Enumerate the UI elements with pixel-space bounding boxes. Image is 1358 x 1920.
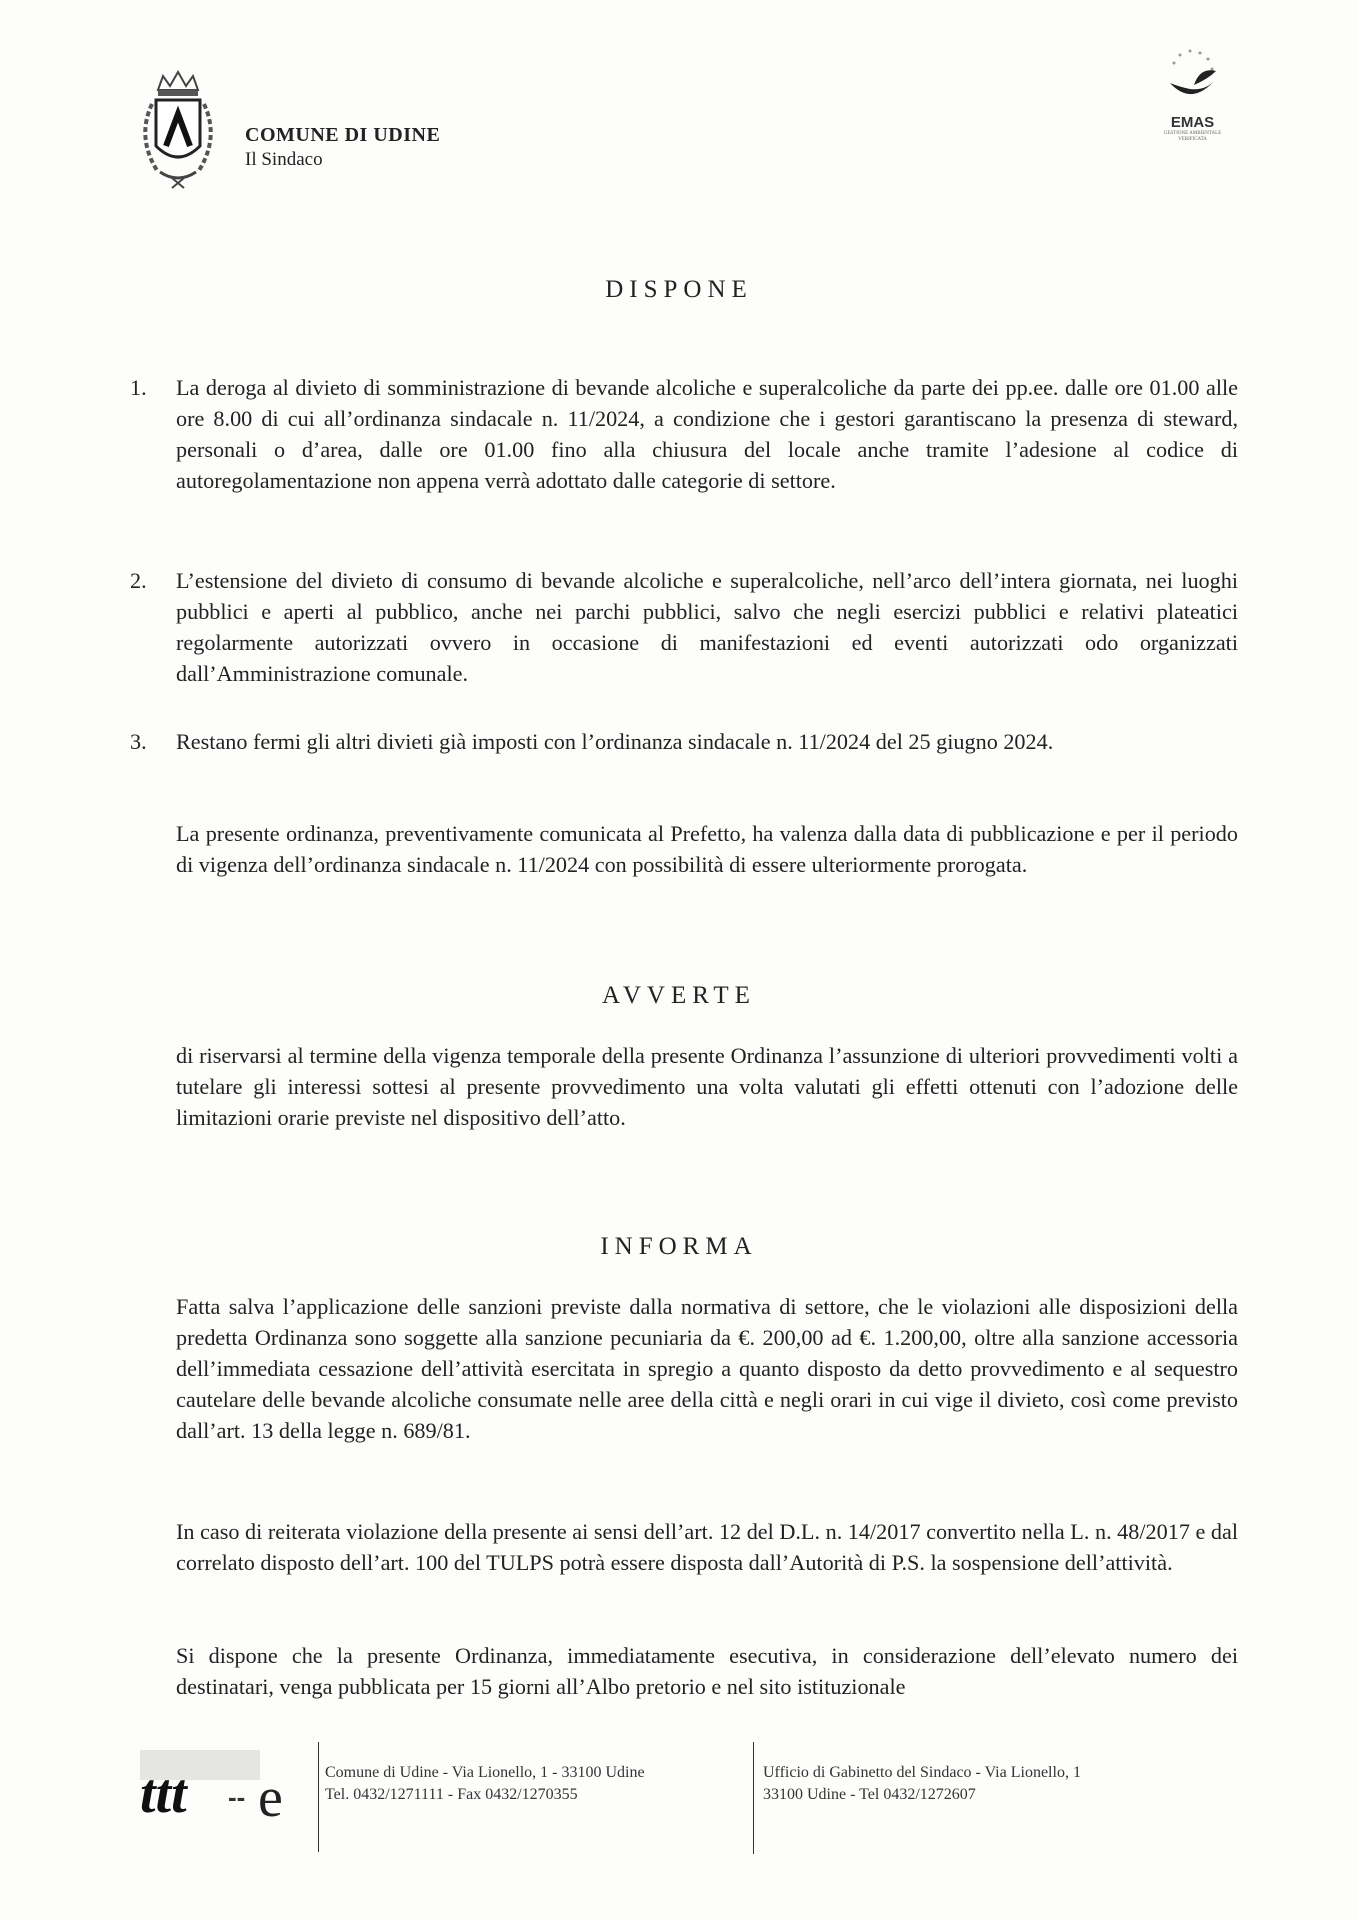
city-logo	[140, 1750, 305, 1825]
validity-paragraph: La presente ordinanza, preventivamente comunicata al Prefetto, ha valenza dalla data di pubblicazione e per il periodo di vigenza dell’ordinanza sindacale n. 11/2024 con possibilità di essere ulteriormente prorogata.	[176, 821, 1238, 877]
heading-informa: INFORMA	[600, 1233, 758, 1260]
heading-avverte: AVVERTE	[602, 982, 756, 1009]
emas-logo	[1150, 45, 1235, 155]
informa-paragraph-3: Si dispone che la presente Ordinanza, immediatamente esecutiva, in considerazione dell’elevato numero dei destinatari, venga pubblicata per 15 giorni all’Albo pretorio e nel sito istituzionale	[176, 1643, 1238, 1699]
org-role: Il Sindaco	[245, 149, 323, 170]
item-number: 1.	[130, 375, 147, 400]
footer-office	[763, 1762, 1081, 1806]
item-number: 3.	[130, 729, 147, 754]
footer-divider	[318, 1742, 319, 1852]
footer-address-line2: Tel. 0432/1271111 - Fax 0432/1270355	[325, 1786, 578, 1803]
emas-leaf-icon	[1150, 45, 1235, 107]
dispone-item-1: La deroga al divieto di somministrazione di bevande alcoliche e superalcoliche da parte dei pp.ee. dalle ore 01.00 alle ore 8.00 di cui all’ordinanza sindacale n. 11/2024, a condizione che i gestori garantiscano la presenza di steward, personali o d’area, dalle ore 01.00 fino alla chiusura del locale anche tramite l’adesione al codice di autoregolamentazione non appena verrà adottato dalle categorie di settore.	[176, 375, 1238, 493]
heading-dispone: DISPONE	[605, 276, 753, 303]
coat-of-arms-logo	[128, 68, 228, 198]
svg-text:ttt: ttt	[140, 1763, 187, 1825]
footer-office-line2: 33100 Udine - Tel 0432/1272607	[763, 1786, 976, 1803]
dispone-item-2: L’estensione del divieto di consumo di bevande alcoliche e superalcoliche, nell’arco dell’intera giornata, nei luoghi pubblici e aperti al pubblico, anche nei parchi pubblici, salvo che negli esercizi pubblici e relativi plateatici regolarmente autorizzati ovvero in occasione di manifestazioni ed eventi autorizzati odo organizzati dall’Amministrazione comunale.	[176, 568, 1238, 686]
emas-subtitle: GESTIONE AMBIENTALE VERIFICATA	[1163, 131, 1222, 142]
dispone-item-3: Restano fermi gli altri divieti già imposti con l’ordinanza sindacale n. 11/2024 del 25 giugno 2024.	[176, 729, 1054, 754]
footer-office-line1: Ufficio di Gabinetto del Sindaco - Via Lionello, 1	[763, 1764, 1081, 1781]
svg-text:e: e	[258, 1767, 283, 1825]
avverte-paragraph: di riservarsi al termine della vigenza temporale della presente Ordinanza l’assunzione di ulteriori provvedimenti volti a tutelare gli interessi sottesi al presente provvedimento una volta valutati gli effetti ottenuti con l’adozione delle limitazioni orarie previste nel dispositivo dell’atto.	[176, 1043, 1238, 1130]
svg-text:--: --	[228, 1782, 246, 1812]
footer-address	[325, 1762, 645, 1806]
informa-paragraph-1: Fatta salva l’applicazione delle sanzioni previste dalla normativa di settore, che le violazioni alle disposizioni della predetta Ordinanza sono soggette alla sanzione pecuniaria da €. 200,00 ad €. 1.200,00, oltre alla sanzione accessoria dell’immediata cessazione dell’attività esercitata in spregio a quanto disposto da detto provvedimento e al sequestro cautelare delle bevande alcoliche consumate nelle aree della città e negli orari in cui vige il divieto, così come previsto dall’art. 13 della legge n. 689/81.	[176, 1294, 1238, 1443]
header-title-block	[245, 122, 440, 173]
item-number: 2.	[130, 568, 147, 593]
informa-paragraph-2: In caso di reiterata violazione della presente ai sensi dell’art. 12 del D.L. n. 14/2017 convertito nella L. n. 48/2017 e dal correlato disposto dell’art. 100 del TULPS potrà essere disposta dall’Autorità di P.S. la sospensione dell’attività.	[176, 1519, 1238, 1575]
org-name: COMUNE DI UDINE	[245, 124, 441, 146]
footer-divider	[753, 1742, 754, 1854]
emas-label: EMAS	[1170, 114, 1215, 131]
footer-address-line1: Comune di Udine - Via Lionello, 1 - 33100 Udine	[325, 1764, 645, 1781]
